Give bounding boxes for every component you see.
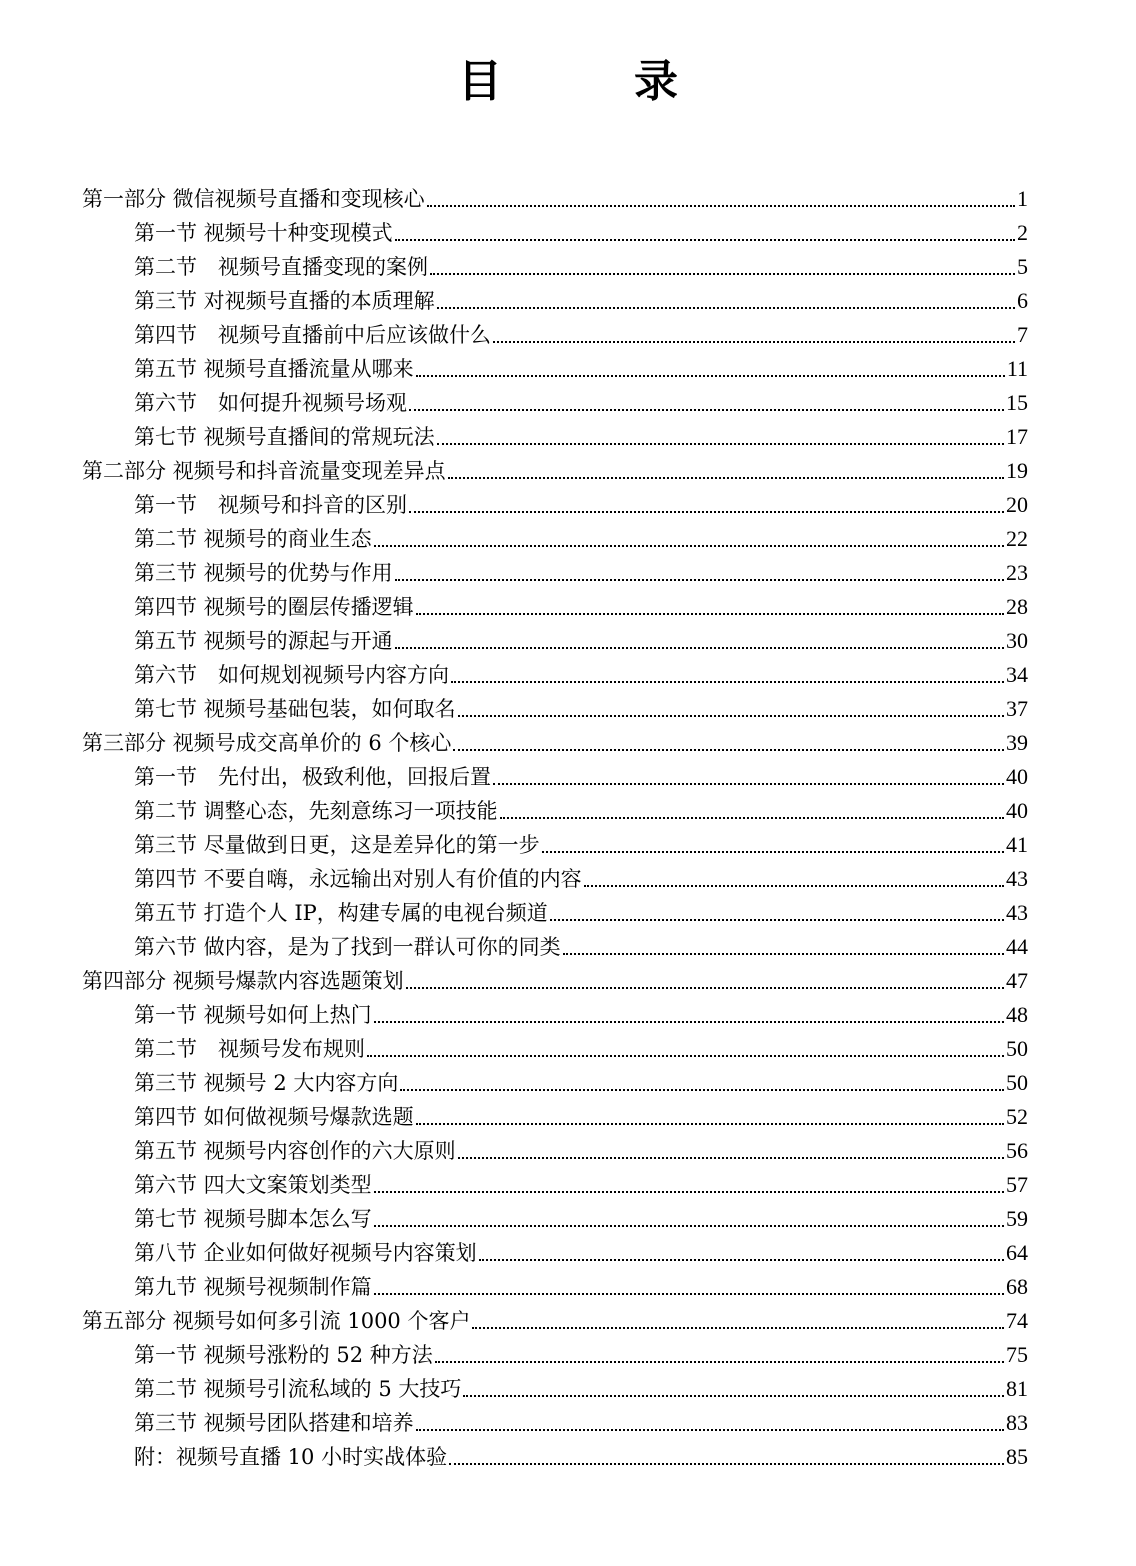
toc-entry-page-number: 34 bbox=[1006, 662, 1028, 687]
toc-entry-title: 第六节 如何提升视频号场观 bbox=[134, 391, 407, 415]
toc-entry-page-number: 23 bbox=[1006, 560, 1028, 585]
toc-entry-title: 第四部分 视频号爆款内容选题策划 bbox=[82, 969, 404, 993]
toc-entry-title: 第四节 不要自嗨，永远输出对别人有价值的内容 bbox=[134, 867, 582, 891]
dot-leader bbox=[463, 1395, 1004, 1397]
toc-section-entry[interactable] bbox=[82, 316, 1028, 350]
toc-entry-title: 第五部分 视频号如何多引流 1000 个客户 bbox=[82, 1309, 471, 1333]
toc-entry-title: 第七节 视频号基础包装，如何取名 bbox=[134, 697, 456, 721]
toc-entry-title: 第四节 如何做视频号爆款选题 bbox=[134, 1105, 414, 1129]
dot-leader bbox=[472, 1327, 1004, 1329]
toc-section-entry[interactable] bbox=[82, 1030, 1028, 1064]
toc-entry-title: 第一节 视频号如何上热门 bbox=[134, 1003, 372, 1027]
dot-leader bbox=[437, 443, 1004, 445]
toc-entry-page-number: 74 bbox=[1006, 1308, 1028, 1333]
toc-section-entry[interactable] bbox=[82, 860, 1028, 894]
toc-entry-title: 第八节 企业如何做好视频号内容策划 bbox=[134, 1241, 477, 1265]
dot-leader bbox=[416, 1429, 1004, 1431]
toc-entry-title: 第五节 打造个人 IP，构建专属的电视台频道 bbox=[134, 901, 548, 925]
toc-section-entry[interactable] bbox=[82, 826, 1028, 860]
dot-leader bbox=[416, 613, 1004, 615]
toc-entry-page-number: 22 bbox=[1006, 526, 1028, 551]
toc-entry-title: 第六节 做内容，是为了找到一群认可你的同类 bbox=[134, 935, 561, 959]
toc-entry-title: 第七节 视频号脚本怎么写 bbox=[134, 1207, 372, 1231]
dot-leader bbox=[453, 749, 1004, 751]
dot-leader bbox=[409, 511, 1004, 513]
toc-part-entry[interactable] bbox=[82, 724, 1028, 758]
dot-leader bbox=[395, 239, 1015, 241]
toc-section-entry[interactable] bbox=[82, 1166, 1028, 1200]
toc-section-entry[interactable] bbox=[82, 928, 1028, 962]
toc-section-entry[interactable] bbox=[82, 656, 1028, 690]
toc-section-entry[interactable] bbox=[82, 690, 1028, 724]
toc-section-entry[interactable] bbox=[82, 758, 1028, 792]
toc-entry-page-number: 39 bbox=[1006, 730, 1028, 755]
toc-section-entry[interactable] bbox=[82, 1098, 1028, 1132]
toc-part-entry[interactable] bbox=[82, 180, 1028, 214]
toc-section-entry[interactable] bbox=[82, 1132, 1028, 1166]
toc-entry-title: 附：视频号直播 10 小时实战体验 bbox=[134, 1445, 448, 1469]
toc-entry-page-number: 5 bbox=[1017, 254, 1028, 279]
toc-entry-title: 第九节 视频号视频制作篇 bbox=[134, 1275, 372, 1299]
toc-section-entry[interactable] bbox=[82, 1404, 1028, 1438]
dot-leader bbox=[448, 477, 1004, 479]
toc-entry-page-number: 20 bbox=[1006, 492, 1028, 517]
toc-entry-title: 第四节 视频号的圈层传播逻辑 bbox=[134, 595, 414, 619]
toc-entry-title: 第四节 视频号直播前中后应该做什么 bbox=[134, 323, 491, 347]
dot-leader bbox=[374, 545, 1004, 547]
dot-leader bbox=[479, 1259, 1004, 1261]
toc-section-entry[interactable] bbox=[82, 622, 1028, 656]
toc-entry-page-number: 6 bbox=[1017, 288, 1028, 313]
dot-leader bbox=[437, 307, 1015, 309]
toc-section-entry[interactable] bbox=[82, 1438, 1028, 1472]
dot-leader bbox=[449, 1463, 1004, 1465]
dot-leader bbox=[500, 817, 1004, 819]
dot-leader bbox=[542, 851, 1004, 853]
toc-entry-page-number: 2 bbox=[1017, 220, 1028, 245]
toc-entry-title: 第三节 对视频号直播的本质理解 bbox=[134, 289, 435, 313]
toc-section-entry[interactable] bbox=[82, 1234, 1028, 1268]
toc-entry-title: 第一节 视频号和抖音的区别 bbox=[134, 493, 407, 517]
toc-entry-title: 第三部分 视频号成交高单价的 6 个核心 bbox=[82, 731, 452, 755]
toc-entry-title: 第二节 视频号直播变现的案例 bbox=[134, 255, 428, 279]
toc-entry-page-number: 43 bbox=[1006, 866, 1028, 891]
toc-section-entry[interactable] bbox=[82, 1370, 1028, 1404]
toc-part-entry[interactable] bbox=[82, 962, 1028, 996]
toc-entry-page-number: 37 bbox=[1006, 696, 1028, 721]
toc-entry-page-number: 41 bbox=[1006, 832, 1028, 857]
toc-entry-page-number: 50 bbox=[1006, 1036, 1028, 1061]
dot-leader bbox=[395, 647, 1004, 649]
toc-entry-title: 第一部分 微信视频号直播和变现核心 bbox=[82, 187, 425, 211]
toc-entry-page-number: 48 bbox=[1006, 1002, 1028, 1027]
toc-entry-page-number: 30 bbox=[1006, 628, 1028, 653]
toc-section-entry[interactable] bbox=[82, 554, 1028, 588]
toc-entry-title: 第一节 视频号涨粉的 52 种方法 bbox=[134, 1343, 433, 1367]
toc-entry-title: 第三节 尽量做到日更，这是差异化的第一步 bbox=[134, 833, 540, 857]
toc-section-entry[interactable] bbox=[82, 486, 1028, 520]
dot-leader bbox=[367, 1055, 1004, 1057]
table-of-contents bbox=[82, 180, 1028, 1472]
toc-section-entry[interactable] bbox=[82, 1268, 1028, 1302]
toc-section-entry[interactable] bbox=[82, 1064, 1028, 1098]
dot-leader bbox=[374, 1191, 1004, 1193]
toc-section-entry[interactable] bbox=[82, 214, 1028, 248]
toc-entry-title: 第六节 四大文案策划类型 bbox=[134, 1173, 372, 1197]
dot-leader bbox=[458, 1157, 1004, 1159]
dot-leader bbox=[458, 715, 1004, 717]
toc-entry-page-number: 11 bbox=[1006, 356, 1028, 381]
toc-section-entry[interactable] bbox=[82, 894, 1028, 928]
dot-leader bbox=[427, 205, 1015, 207]
toc-section-entry[interactable] bbox=[82, 1336, 1028, 1370]
toc-section-entry[interactable] bbox=[82, 588, 1028, 622]
toc-entry-page-number: 1 bbox=[1017, 186, 1028, 211]
toc-entry-title: 第五节 视频号内容创作的六大原则 bbox=[134, 1139, 456, 1163]
toc-section-entry[interactable] bbox=[82, 520, 1028, 554]
toc-entry-title: 第三节 视频号团队搭建和培养 bbox=[134, 1411, 414, 1435]
toc-entry-title: 第五节 视频号的源起与开通 bbox=[134, 629, 393, 653]
toc-part-entry[interactable] bbox=[82, 1302, 1028, 1336]
toc-entry-page-number: 40 bbox=[1006, 798, 1028, 823]
toc-entry-title: 第二节 视频号的商业生态 bbox=[134, 527, 372, 551]
toc-entry-page-number: 19 bbox=[1006, 458, 1028, 483]
toc-section-entry[interactable] bbox=[82, 350, 1028, 384]
toc-entry-title: 第六节 如何规划视频号内容方向 bbox=[134, 663, 449, 687]
toc-entry-page-number: 52 bbox=[1006, 1104, 1028, 1129]
dot-leader bbox=[563, 953, 1004, 955]
toc-entry-page-number: 68 bbox=[1006, 1274, 1028, 1299]
toc-entry-page-number: 28 bbox=[1006, 594, 1028, 619]
toc-entry-page-number: 64 bbox=[1006, 1240, 1028, 1265]
dot-leader bbox=[584, 885, 1004, 887]
dot-leader bbox=[435, 1361, 1004, 1363]
toc-entry-title: 第二节 视频号发布规则 bbox=[134, 1037, 365, 1061]
toc-entry-page-number: 85 bbox=[1006, 1444, 1028, 1469]
toc-section-entry[interactable] bbox=[82, 248, 1028, 282]
toc-entry-title: 第五节 视频号直播流量从哪来 bbox=[134, 357, 414, 381]
dot-leader bbox=[493, 341, 1015, 343]
toc-part-entry[interactable] bbox=[82, 452, 1028, 486]
toc-entry-title: 第二节 调整心态，先刻意练习一项技能 bbox=[134, 799, 498, 823]
toc-entry-page-number: 75 bbox=[1006, 1342, 1028, 1367]
dot-leader bbox=[374, 1293, 1004, 1295]
toc-entry-title: 第二部分 视频号和抖音流量变现差异点 bbox=[82, 459, 446, 483]
toc-entry-page-number: 56 bbox=[1006, 1138, 1028, 1163]
page-title: 目 录 bbox=[458, 56, 722, 107]
dot-leader bbox=[493, 783, 1004, 785]
dot-leader bbox=[430, 273, 1015, 275]
dot-leader bbox=[395, 579, 1004, 581]
toc-entry-page-number: 15 bbox=[1006, 390, 1028, 415]
toc-entry-page-number: 47 bbox=[1006, 968, 1028, 993]
dot-leader bbox=[374, 1225, 1004, 1227]
toc-section-entry[interactable] bbox=[82, 282, 1028, 316]
toc-entry-title: 第三节 视频号 2 大内容方向 bbox=[134, 1071, 399, 1095]
dot-leader bbox=[416, 375, 1005, 377]
toc-entry-page-number: 83 bbox=[1006, 1410, 1028, 1435]
toc-entry-page-number: 40 bbox=[1006, 764, 1028, 789]
dot-leader bbox=[550, 919, 1004, 921]
toc-section-entry[interactable] bbox=[82, 792, 1028, 826]
toc-entry-page-number: 43 bbox=[1006, 900, 1028, 925]
toc-entry-page-number: 44 bbox=[1006, 934, 1028, 959]
toc-entry-title: 第三节 视频号的优势与作用 bbox=[134, 561, 393, 585]
toc-entry-title: 第七节 视频号直播间的常规玩法 bbox=[134, 425, 435, 449]
dot-leader bbox=[400, 1089, 1004, 1091]
dot-leader bbox=[374, 1021, 1004, 1023]
toc-entry-page-number: 7 bbox=[1017, 322, 1028, 347]
toc-entry-page-number: 81 bbox=[1006, 1376, 1028, 1401]
dot-leader bbox=[406, 987, 1004, 989]
toc-section-entry[interactable] bbox=[82, 384, 1028, 418]
toc-entry-page-number: 50 bbox=[1006, 1070, 1028, 1095]
toc-entry-page-number: 59 bbox=[1006, 1206, 1028, 1231]
dot-leader bbox=[409, 409, 1004, 411]
dot-leader bbox=[416, 1123, 1004, 1125]
toc-entry-title: 第二节 视频号引流私域的 5 大技巧 bbox=[134, 1377, 462, 1401]
toc-section-entry[interactable] bbox=[82, 418, 1028, 452]
toc-section-entry[interactable] bbox=[82, 996, 1028, 1030]
toc-entry-page-number: 57 bbox=[1006, 1172, 1028, 1197]
toc-entry-page-number: 17 bbox=[1006, 424, 1028, 449]
toc-entry-title: 第一节 先付出，极致利他，回报后置 bbox=[134, 765, 491, 789]
dot-leader bbox=[451, 681, 1004, 683]
toc-section-entry[interactable] bbox=[82, 1200, 1028, 1234]
toc-entry-title: 第一节 视频号十种变现模式 bbox=[134, 221, 393, 245]
